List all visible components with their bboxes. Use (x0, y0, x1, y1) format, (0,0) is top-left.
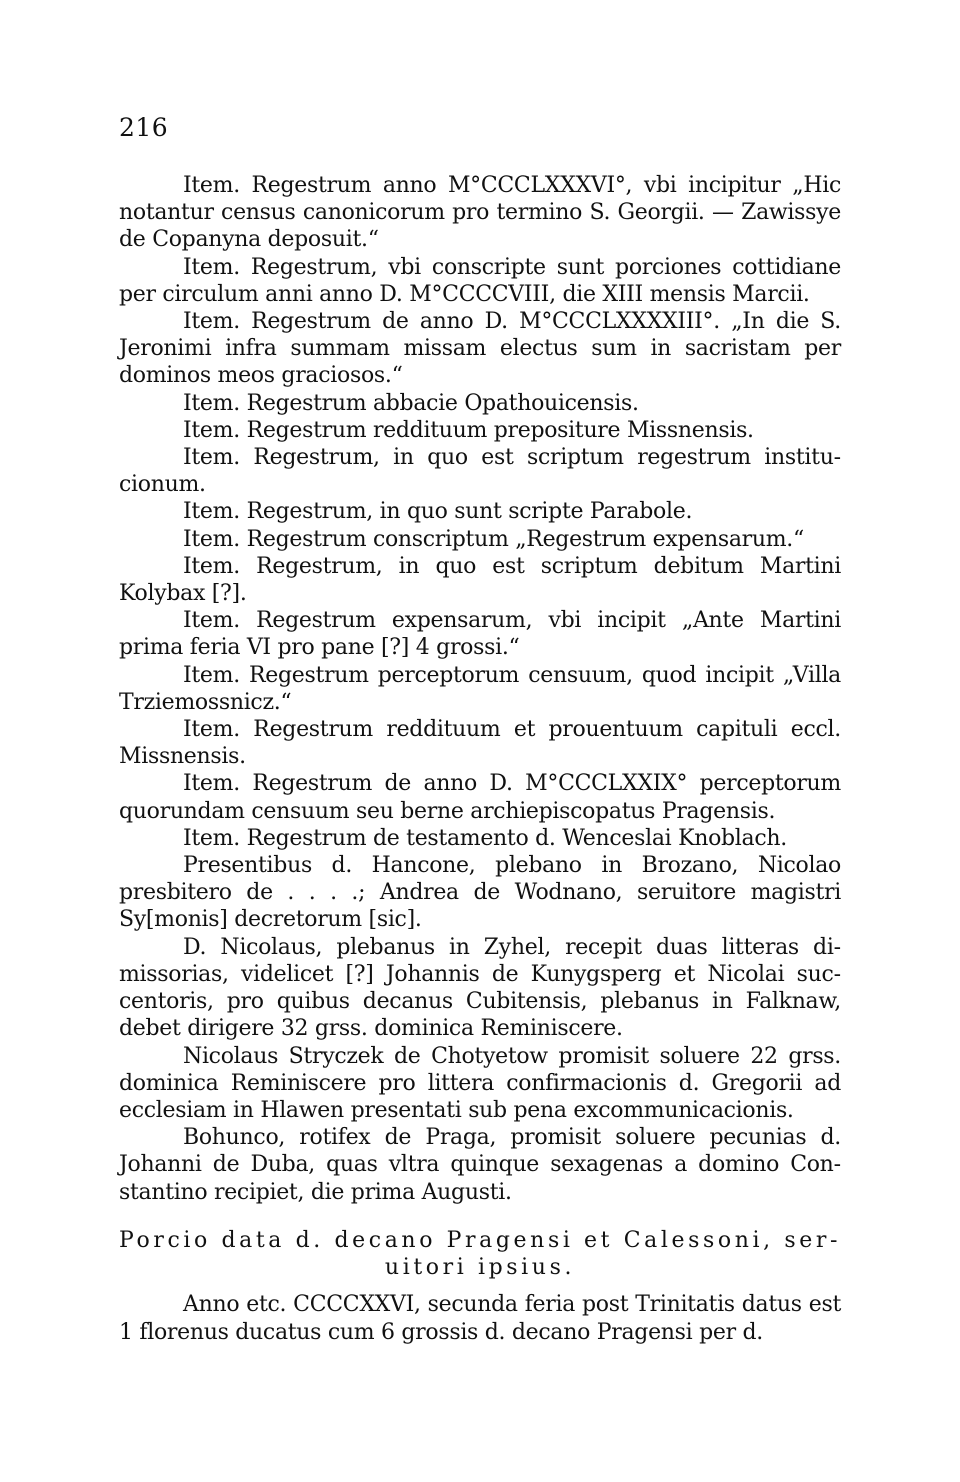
paragraph-15: Presentibus d. Hancone, plebano in Brozano, Nicolao presbitero de . . . .; Andrea de Wodnano, seruitore magistri Sy[monis] decretorum [sic]. (119, 853, 841, 933)
body-text (119, 172, 841, 1206)
paragraph-3: Item. Regestrum de anno D. M°CCCLXXXXIII°. „In die S. Jeronimi infra summam missam electus sum in sacristam per dominos meos graciosos.“ (119, 309, 841, 389)
paragraph-13: Item. Regestrum de anno D. M°CCCLXXIX° perceptorum quorundam censuum seu berne archiepiscopatus Pragensis. (119, 771, 841, 824)
paragraph-12: Item. Regestrum reddituum et prouentuum capituli eccl. Missnensis. (119, 717, 841, 770)
closing-paragraph: Anno etc. CCCCXXVI, secunda feria post Trinitatis datus est 1 florenus ducatus cum 6 grossis d. decano Pragensi per d. (119, 1292, 841, 1345)
paragraph-6: Item. Regestrum, in quo est scriptum regestrum institucionum. (119, 445, 841, 498)
closing-text (119, 1291, 841, 1346)
section-heading-line-1: Porcio data d. decano Pragensi et Calessoni, ser- (119, 1228, 841, 1253)
paragraph-1: Item. Regestrum anno M°CCCLXXXVI°, vbi incipitur „Hic notantur census canonicorum pro termino S. Georgii. — Zawissye de Copanyna deposuit.“ (119, 173, 841, 253)
paragraph-8: Item. Regestrum conscriptum „Regestrum expensarum.“ (183, 526, 804, 552)
paragraph-7: Item. Regestrum, in quo sunt scripte Parabole. (183, 499, 693, 525)
paragraph-2: Item. Regestrum, vbi conscripte sunt porciones cottidiane per circulum anni anno D. M°CCCCVIII, die XIII mensis Marcii. (119, 254, 841, 307)
paragraph-16: D. Nicolaus, plebanus in Zyhel, recepit duas litteras dimissorias, videlicet [?] Johannis de Kunygsperg et Nicolai succentoris, pro quibus decanus Cubitensis, plebanus in Falknaw, debet dirigere 32 grss. dominica Reminiscere. (119, 934, 841, 1042)
section-heading-line-2: uitori ipsius. (384, 1255, 576, 1280)
paragraph-11: Item. Regestrum perceptorum censuum, quod incipit „Villa Trziemossnicz.“ (119, 662, 841, 715)
paragraph-10: Item. Regestrum expensarum, vbi incipit „Ante Martini prima feria VI pro pane [?] 4 grossi.“ (119, 608, 841, 661)
paragraph-4: Item. Regestrum abbacie Opathouicensis. (183, 390, 639, 416)
paragraph-18: Bohunco, rotifex de Praga, promisit soluere pecunias d. Johanni de Duba, quas vltra quinque sexagenas a domino Constantino recipiet, die prima Augusti. (119, 1125, 841, 1205)
paragraph-14: Item. Regestrum de testamento d. Wenceslai Knoblach. (183, 825, 787, 851)
section-heading (119, 1227, 841, 1281)
paragraph-17: Nicolaus Stryczek de Chotyetow promisit soluere 22 grss. dominica Reminiscere pro littera confirmacionis d. Gregorii ad ecclesiam in Hlawen presentati sub pena excommunicacionis. (119, 1043, 841, 1123)
paragraph-9: Item. Regestrum, in quo est scriptum debitum Martini Kolybax [?]. (119, 553, 841, 607)
page-number: 216 (119, 113, 169, 142)
paragraph-5: Item. Regestrum reddituum prepositure Missnensis. (183, 417, 754, 443)
